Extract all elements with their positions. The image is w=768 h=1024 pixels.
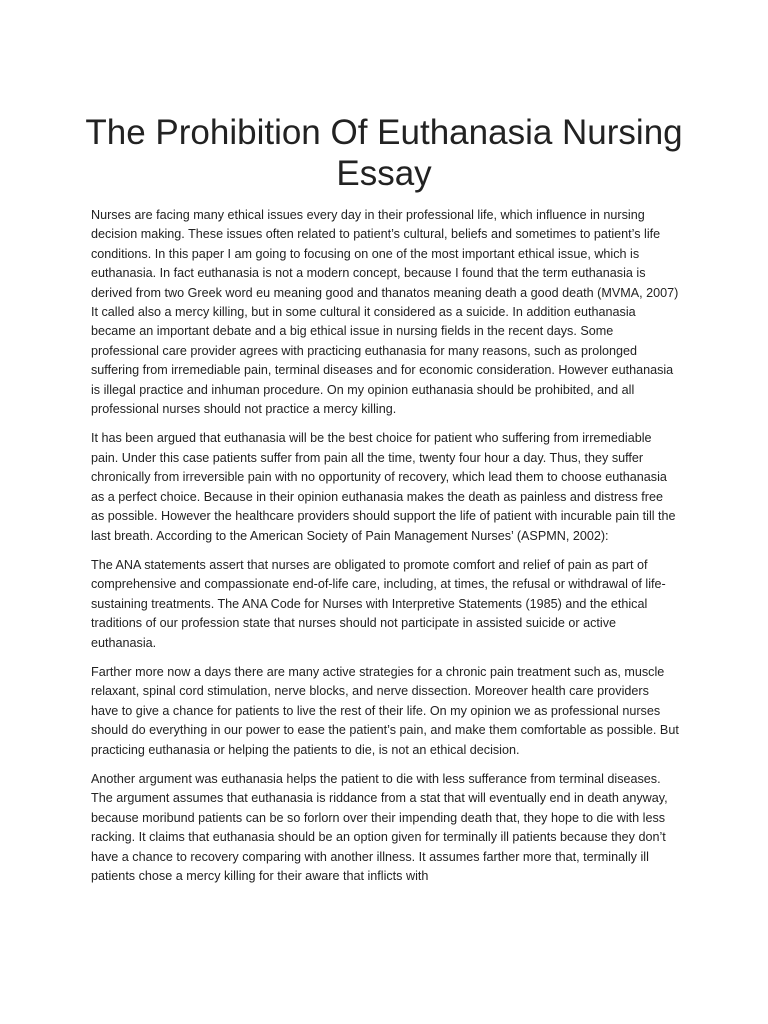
paragraph-4: Farther more now a days there are many active strategies for a chronic pain treatment such as, muscle relaxant, spinal cord stimulation, nerve blocks, and nerve dissection. Moreover health care providers have to give a chance for patients to live the rest of their life. On my opinion we as professional nurses should do everything in our power to ease the patient’s pain, and make them comfortable as possible. But practicing euthanasia or helping the patients to die, is not an ethical decision. [91,664,679,757]
paragraph-5: Another argument was euthanasia helps the patient to die with less sufferance from terminal diseases. The argument assumes that euthanasia is riddance from a stat that will eventually end in death anyway, because moribund patients can be so forlorn over their impending death that, they hope to die with less racking. It claims that euthanasia should be an option given for terminally ill patients because they don’t have a chance to recovery comparing with another illness. It assumes farther more that, terminally ill patients chose a mercy killing for their aware that inflicts with [91,771,668,883]
paragraph-1: Nurses are facing many ethical issues every day in their professional life, which influence in nursing decision making. These issues often related to patient’s cultural, beliefs and sometimes to patient’s life conditions. In this paper I am going to focusing on one of the most important ethical issue, which is euthanasia. In fact euthanasia is not a modern concept, because I found that the term euthanasia is derived from two Greek word eu meaning good and thanatos meaning death a good death (MVMA, 2007) It called also a mercy killing, but in some cultural it considered as a suicide. In addition euthanasia became an important debate and a big ethical issue in nursing fields in the recent days. Some professional care provider agrees with practicing euthanasia for many reasons, such as prolonged suffering from irremediable pain, terminal diseases and for economic consideration. However euthanasia is illegal practice and inhuman procedure. On my opinion euthanasia should be prohibited, and all professional nurses should not practice a mercy killing. [91,208,679,417]
paragraph-3: The ANA statements assert that nurses are obligated to promote comfort and relief of pain as part of comprehensive and compassionate end-of-life care, including, at times, the refusal or withdrawal of life-sustaining treatments. The ANA Code for Nurses with Interpretive Statements (1985) and the ethical traditions of our profession state that nurses should not participate in assisted suicide or active euthanasia. [91,557,666,650]
document-title: The Prohibition Of Euthanasia Nursing Essay [85,113,683,193]
document-body [91,206,679,896]
paragraph-2: It has been argued that euthanasia will be the best choice for patient who suffering from irremediable pain. Under this case patients suffer from pain all the time, twenty four hour a day. Thus, they suffer chronically from irreversible pain with no opportunity of recovery, which lead them to choose euthanasia as a perfect choice. Because in their opinion euthanasia makes the death as painless and distress free as possible. However the healthcare providers should support the life of patient with incurable pain till the last breath. According to the American Society of Pain Management Nurses’ (ASPMN, 2002): [91,431,676,543]
